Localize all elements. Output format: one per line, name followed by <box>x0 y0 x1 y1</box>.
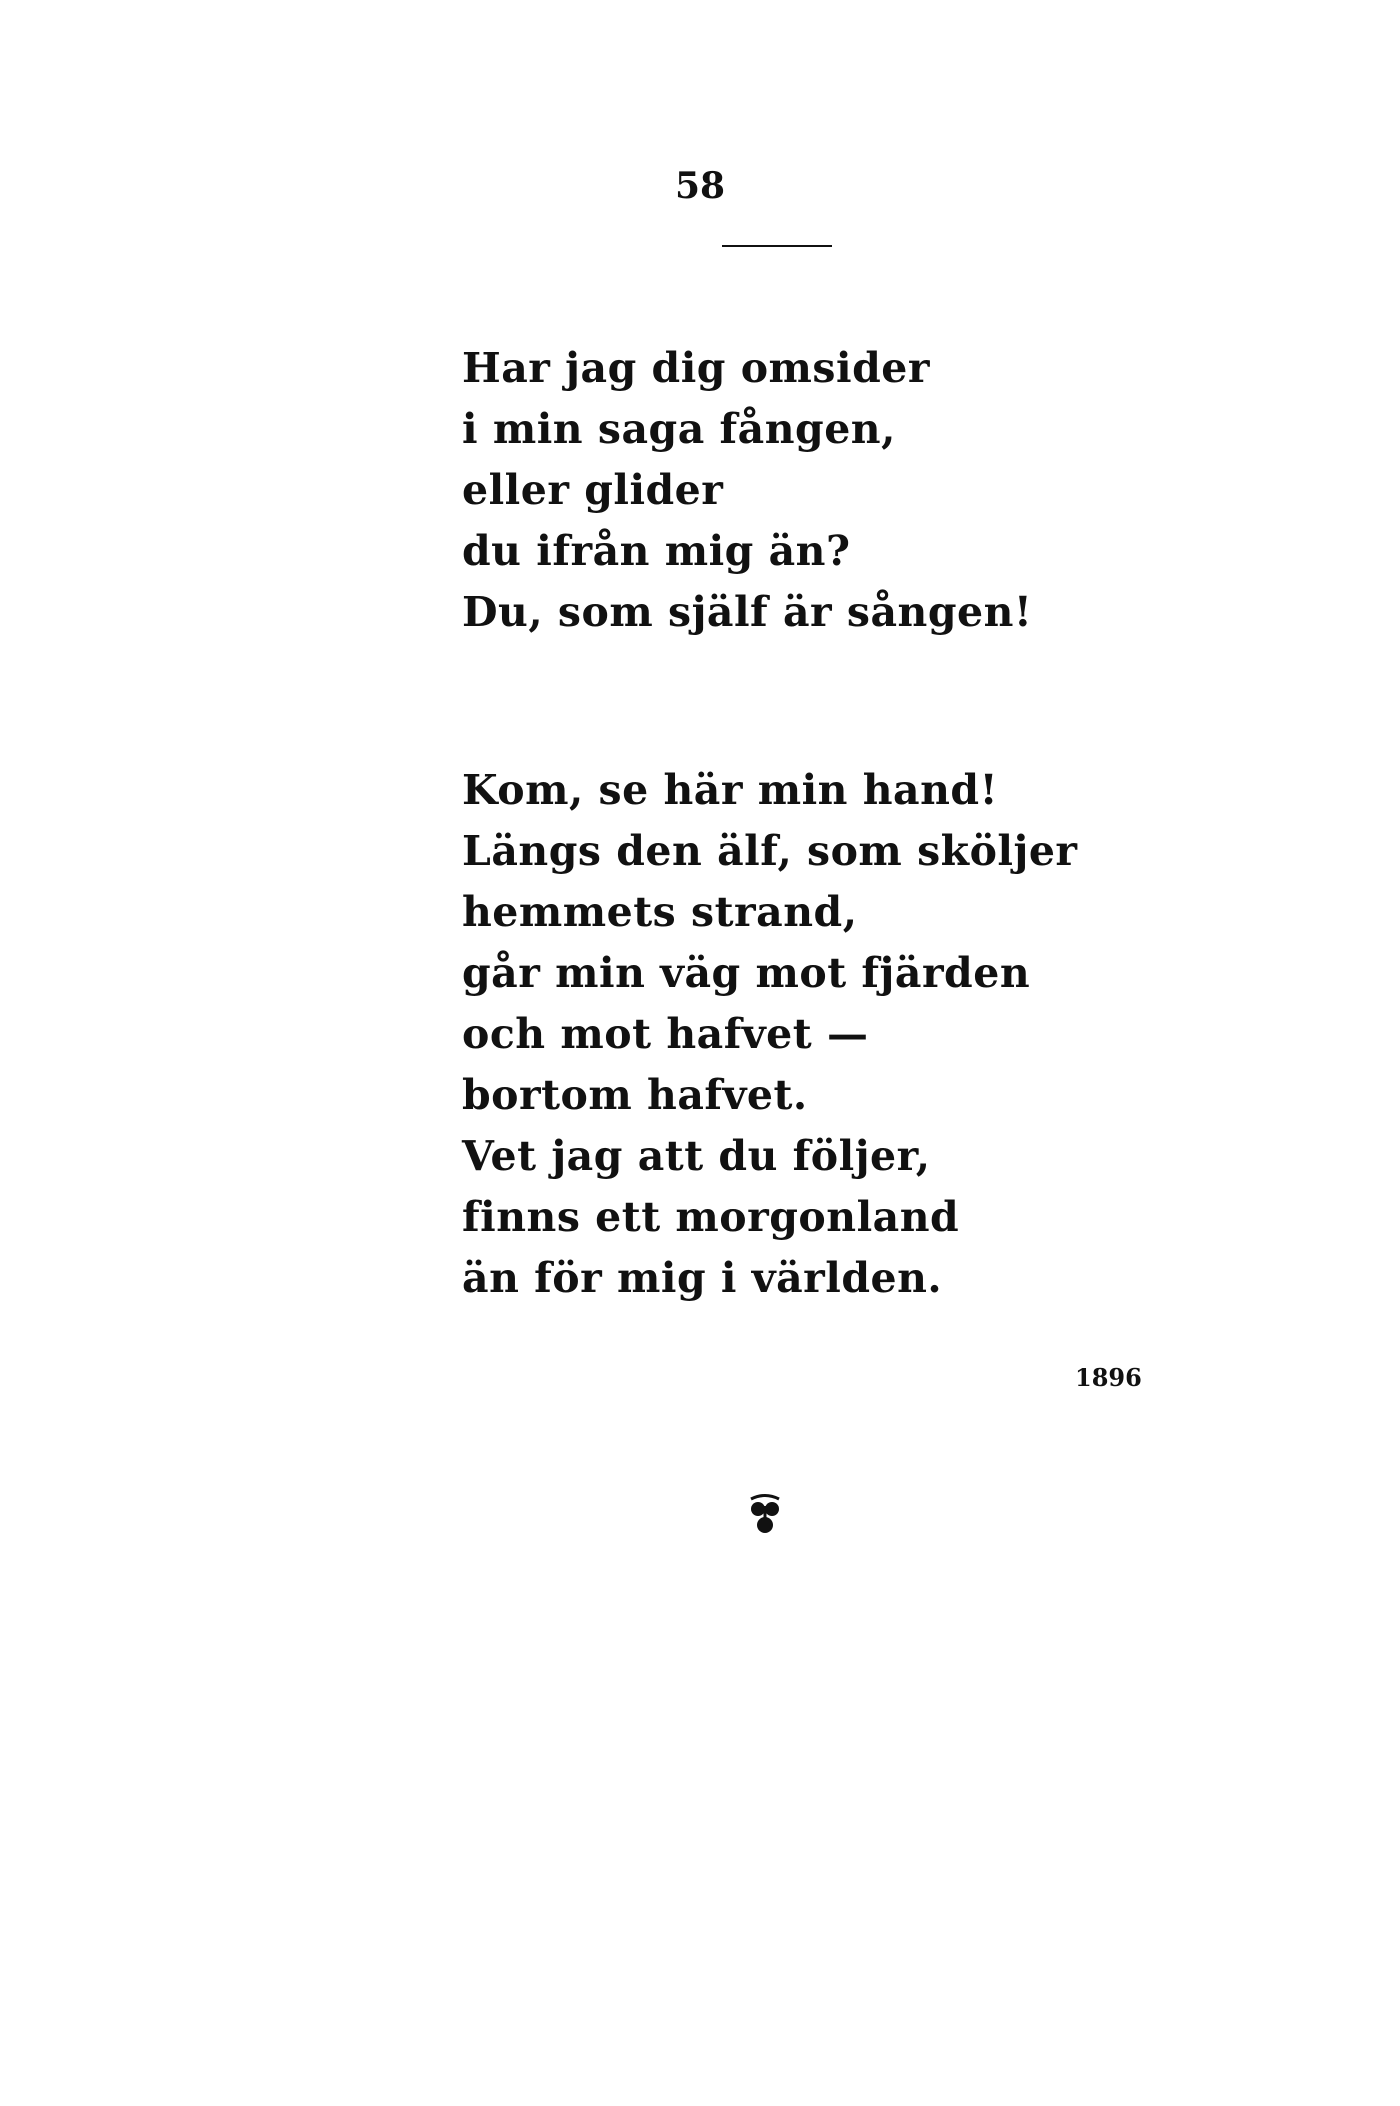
stanza-1 <box>462 338 1032 643</box>
header-rule <box>722 245 832 247</box>
poem-line: och mot hafvet — <box>462 1010 869 1058</box>
poem-line: bortom hafvet. <box>462 1071 808 1119</box>
poem-year: 1896 <box>1075 1363 1142 1392</box>
poem-line: går min väg mot fjärden <box>462 949 1031 997</box>
stanza-2 <box>462 760 1078 1309</box>
poem-line: du ifrån mig än? <box>462 527 851 575</box>
poem-line: eller glider <box>462 466 724 514</box>
fleuron-icon <box>748 1490 782 1540</box>
poem-line: Längs den älf, som sköljer <box>462 827 1078 875</box>
poem-line: Har jag dig omsider <box>462 344 930 392</box>
poem-line: Kom, se här min hand! <box>462 766 999 814</box>
poem-line: hemmets strand, <box>462 888 858 936</box>
poem-line: Vet jag att du följer, <box>462 1132 931 1180</box>
poem-line: än för mig i världen. <box>462 1254 943 1302</box>
page-number: 58 <box>674 165 726 207</box>
poem-line: Du, som själf är sången! <box>462 588 1033 636</box>
poem-line: finns ett morgonland <box>462 1193 960 1241</box>
poem-line: i min saga fången, <box>462 405 896 453</box>
